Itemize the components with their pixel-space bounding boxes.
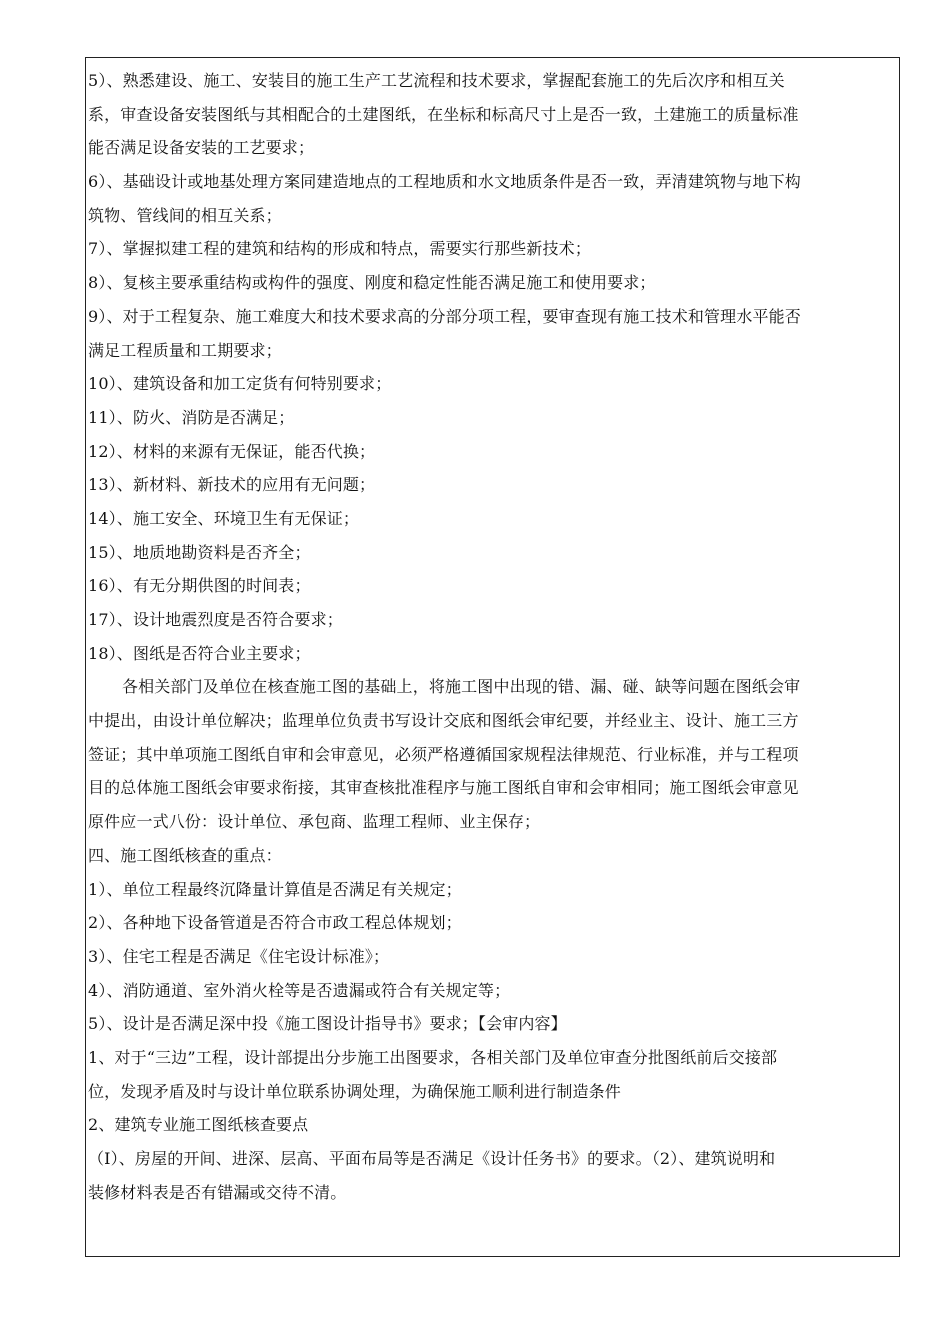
text-line: 12）、材料的来源有无保证，能否代换； bbox=[88, 441, 376, 461]
text-line: 7）、掌握拟建工程的建筑和结构的形成和特点，需要实行那些新技术； bbox=[88, 239, 591, 259]
text-line: 10）、建筑设备和加工定货有何特别要求； bbox=[88, 374, 392, 394]
text-line: 8）、复核主要承重结构或构件的强度、刚度和稳定性能否满足施工和使用要求； bbox=[88, 273, 656, 293]
text-line: 17）、设计地震烈度是否符合要求； bbox=[88, 610, 343, 629]
document-frame bbox=[85, 57, 900, 1257]
text-line: 四、施工图纸核查的重点： bbox=[88, 845, 282, 865]
text-line: 15）、地质地勘资料是否齐全； bbox=[88, 542, 311, 562]
text-line: 16）、有无分期供图的时间表； bbox=[88, 576, 311, 596]
text-line: 2）、各种地下设备管道是否符合市政工程总体规划； bbox=[88, 913, 462, 933]
text-line: 1、对于“三边”工程，设计部提出分步施工出图要求，各相关部门及单位审查分批图纸前后交接部 bbox=[88, 1047, 778, 1067]
text-line: 5）、设计是否满足深中投《施工图设计指导书》要求；【会审内容】 bbox=[88, 1014, 567, 1034]
text-line: 2、建筑专业施工图纸核查要点 bbox=[88, 1115, 309, 1135]
text-line: 1）、单位工程最终沉降量计算值是否满足有关规定； bbox=[88, 879, 462, 899]
text-line: 装修材料表是否有错漏或交待不清。 bbox=[88, 1182, 347, 1202]
text-line: 14）、施工安全、环境卫生有无保证； bbox=[88, 508, 360, 528]
text-line: 签证；其中单项施工图纸自审和会审意见，必须严格遵循国家规程法律规范、行业标准，并与工程项 bbox=[88, 744, 799, 764]
text-line: 中提出，由设计单位解决；监理单位负责书写设计交底和图纸会审纪要，并经业主、设计、施工三方 bbox=[88, 711, 799, 731]
text-line: 4）、消防通道、室外消火栓等是否遗漏或符合有关规定等； bbox=[88, 980, 511, 1000]
text-line: 5）、熟悉建设、施工、安装目的施工生产工艺流程和技术要求，掌握配套施工的先后次序和相互关 bbox=[88, 71, 785, 90]
text-line: 各相关部门及单位在核查施工图的基础上，将施工图中出现的错、漏、碰、缺等问题在图纸会审 bbox=[122, 677, 801, 697]
text-line: 原件应一式八份：设计单位、承包商、监理工程师、业主保存； bbox=[88, 812, 541, 832]
text-line: 3）、住宅工程是否满足《住宅设计标准》； bbox=[88, 946, 390, 966]
text-line: 18）、图纸是否符合业主要求； bbox=[88, 643, 311, 663]
text-line: 9）、对于工程复杂、施工难度大和技术要求高的分部分项工程，要审查现有施工技术和管理水平能否 bbox=[88, 306, 801, 326]
text-line: 能否满足设备安装的工艺要求； bbox=[88, 138, 315, 158]
text-line: 系，审查设备安装图纸与其相配合的土建图纸，在坐标和标高尺寸上是否一致，土建施工的质量标准 bbox=[88, 104, 799, 124]
text-line: 位，发现矛盾及时与设计单位联系协调处理，为确保施工顺利进行制造条件 bbox=[88, 1081, 621, 1101]
text-line: 11）、防火、消防是否满足； bbox=[88, 407, 295, 427]
text-line: 目的总体施工图纸会审要求衔接，其审查核批准程序与施工图纸自审和会审相同；施工图纸会审意见 bbox=[88, 778, 799, 798]
text-line: 筑物、管线间的相互关系； bbox=[88, 205, 282, 225]
text-line: 满足工程质量和工期要求； bbox=[88, 340, 282, 360]
text-line: 6）、基础设计或地基处理方案同建造地点的工程地质和水文地质条件是否一致，弄清建筑物与地下构 bbox=[88, 172, 801, 192]
text-line: （I）、房屋的开间、进深、层高、平面布局等是否满足《设计任务书》的要求。（2）、建筑说明和 bbox=[88, 1149, 776, 1168]
text-line: 13）、新材料、新技术的应用有无问题； bbox=[88, 475, 376, 495]
